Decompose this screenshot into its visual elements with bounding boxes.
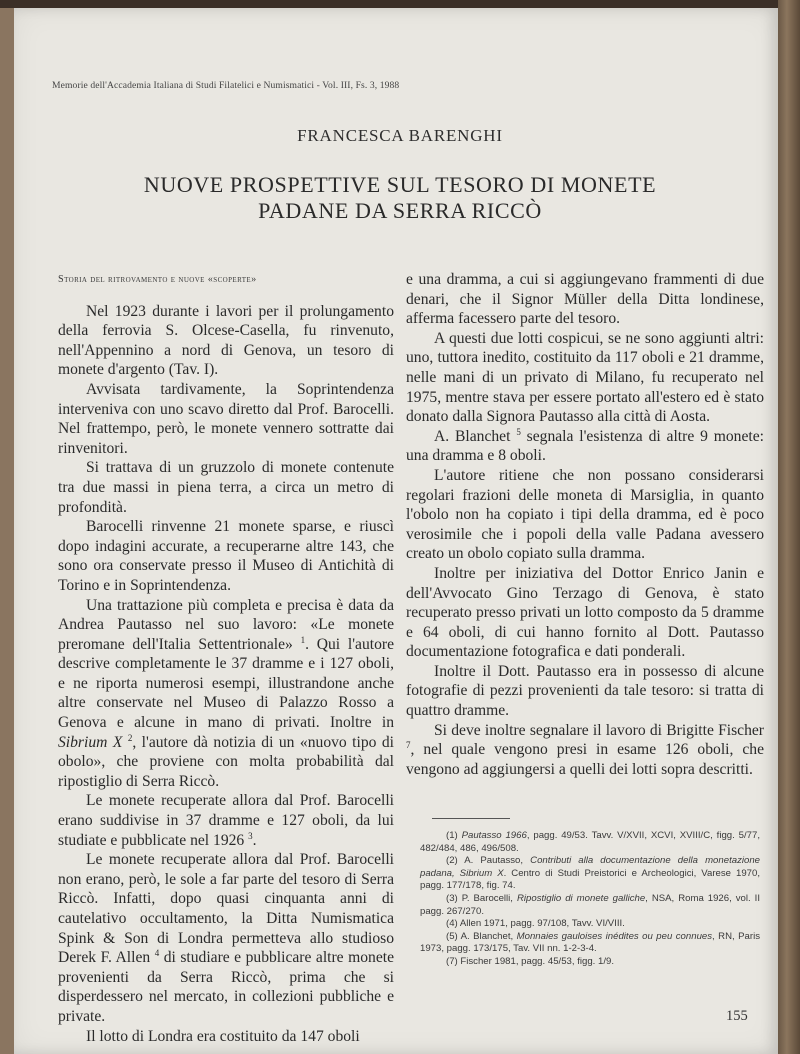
running-header: Memorie dell'Accademia Italiana di Studi Filatelici e Numismatici - Vol. III, Fs. 3, 1988: [52, 80, 400, 91]
footnote: (4) Allen 1971, pagg. 97/108, Tavv. VI/VIII.: [446, 918, 625, 930]
section-heading: Storia del ritrovamento e nuove «scoperte»: [58, 274, 257, 285]
paragraph: Il lotto di Londra era costituito da 147 oboli: [86, 1027, 360, 1045]
paragraph: Le monete recuperate allora dal Prof. Barocelli erano suddivise in 37 dramme e 127 oboli, da lui studiate e pubblicate nel 1926 $^3$.: [58, 792, 394, 849]
paragraph: e una dramma, a cui si aggiungevano frammenti di due denari, che il Signor Müller della Ditta londinese, afferma facessero parte del tesoro.: [406, 271, 764, 328]
paragraph: Avvisata tardivamente, la Soprintendenza interveniva con uno scavo diretto dal Prof. Barocelli. Nel frattempo, però, le monete vennero sottratte dai rinvenitori.: [58, 380, 394, 457]
paragraph: Si deve inoltre segnalare il lavoro di Brigitte Fischer $^7$, nel quale vengono presi in esame 126 oboli, che vengono ad aggiungersi a quelli dei lotti sopra descritti.: [406, 721, 764, 778]
footnote: (1) Pautasso 1966, pagg. 49/53. Tavv. V/XVII, XCVI, XVIII/C, figg. 5/77, 482/484, 486, 496/508.: [420, 830, 761, 854]
italic-title: Sibrium X: [58, 733, 123, 751]
paragraph: Inoltre per iniziativa del Dottor Enrico Janin e dell'Avvocato Gino Terzago di Genova, è stato recuperato presso privati un lotto composto da 5 dramme e 64 oboli, di cui hanno fornito al Dott. Pautasso documentazione fotografica e dati ponderali.: [406, 564, 764, 661]
footnote: (5) A. Blanchet, Monnaies gauloises inédites ou peu connues, RN, Paris 1973, pagg. 173/175, Tav. VII nn. 1-2-3-4.: [420, 930, 760, 955]
paragraph: Una trattazione più completa e precisa è data da Andrea Pautasso nel suo lavoro: «Le monete preromane dell'Italia Settentrionale» $^1$. Qui l'autore descrive completamente le 37 dramme e i 127 oboli, e ne riporta numerosi esempi, illustrandone anche altre conservate nel Museo di Palazzo Rosso a Genova e alcune in mano di privati. Inoltre in Sibrium X $^2$, l'autore dà notizia di un «nuovo tipo di obolo», che proviene con molta probabilità dal ripostiglio di Serra Riccò.: [58, 596, 394, 790]
paragraph: L'autore ritiene che non possano considerarsi regolari frazioni delle moneta di Marsiglia, in quanto l'obolo non ha copiato i tipi della dramma, ed è poco verosimile che i popoli della valle Padana avessero creato un obolo copiato sulla dramma.: [406, 466, 764, 563]
paragraph: Inoltre il Dott. Pautasso era in possesso di alcune fotografie di pezzi provenienti da tale tesoro: si tratta di quattro dramme.: [406, 662, 764, 720]
footnote-ref: 1: [300, 634, 306, 645]
footnote-ref: 7: [406, 740, 411, 751]
page-number: 155: [726, 1008, 748, 1024]
right-column: [406, 270, 764, 779]
background-table-edge: [778, 0, 800, 1054]
article-title: [0, 172, 800, 224]
footnote-ref: 5: [516, 426, 521, 437]
paragraph: Nel 1923 durante i lavori per il prolungamento della ferrovia S. Olcese-Casella, fu rinvenuto, nell'Appennino a nord di Genova, un tesoro di monete d'argento (Tav. I).: [58, 302, 394, 379]
left-column: [58, 270, 394, 1046]
paragraph: Le monete recuperate allora dal Prof. Barocelli non erano, però, le sole a far parte del tesoro di Serra Riccò. Infatti, dopo quasi cinquanta anni di cautelativo occultamento, la Ditta Numismatica Spink & Son di Londra permetteva allo studioso Derek F. Allen $^4$ di studiare e pubblicare altre monete provenienti da Serra Riccò, prima che si disperdessero nel mercato, in collezioni pubbliche e private.: [58, 851, 395, 1025]
paragraph: A. Blanchet $^5$ segnala l'esistenza di altre 9 monete: una dramma e 8 oboli.: [406, 426, 764, 465]
footnote-divider: [432, 818, 510, 819]
title-line-2: PADANE DA SERRA RICCÒ: [258, 198, 542, 223]
footnote: (2) A. Pautasso, Contributi alla documentazione della monetazione padana, Sibrium X. Centro di Studi Preistorici e Archeologici, Varese 1970, pagg. 177/178, fig. 74.: [420, 855, 761, 892]
paragraph: Barocelli rinvenne 21 monete sparse, e riuscì dopo indagini accurate, a recuperarne altre 143, che sono ora conservate presso il Museo di Antichità di Torino e in Soprintendenza.: [58, 518, 394, 594]
author-name: FRANCESCA BARENGHI: [297, 126, 503, 145]
footnote-ref: 4: [154, 948, 160, 958]
footnotes: [420, 830, 760, 969]
footnote: (3) P. Barocelli, Ripostiglio di monete galliche, NSA, Roma 1926, vol. II pagg. 267/270.: [420, 892, 760, 917]
footnote-ref: 2: [127, 732, 133, 743]
paragraph: Si trattava di un gruzzolo di monete contenute tra due massi in piena terra, a circa un metro di profondità.: [58, 459, 394, 516]
paragraph: A questi due lotti cospicui, se ne sono aggiunti altri: uno, tuttora inedito, costituito da 117 oboli e 21 dramme, nelle mani di un privato di Milano, fu recuperato nel 1975, mentre stava per essere portato all'estero ed è stato donato dalla Signora Pautasso alla città di Aosta.: [406, 329, 764, 426]
background-top-edge: [0, 0, 800, 8]
title-line-1: NUOVE PROSPETTIVE SUL TESORO DI MONETE: [143, 172, 657, 197]
footnote: (7) Fischer 1981, pagg. 45/53, figg. 1/9.: [446, 955, 614, 967]
footnote-ref: 3: [248, 830, 253, 841]
